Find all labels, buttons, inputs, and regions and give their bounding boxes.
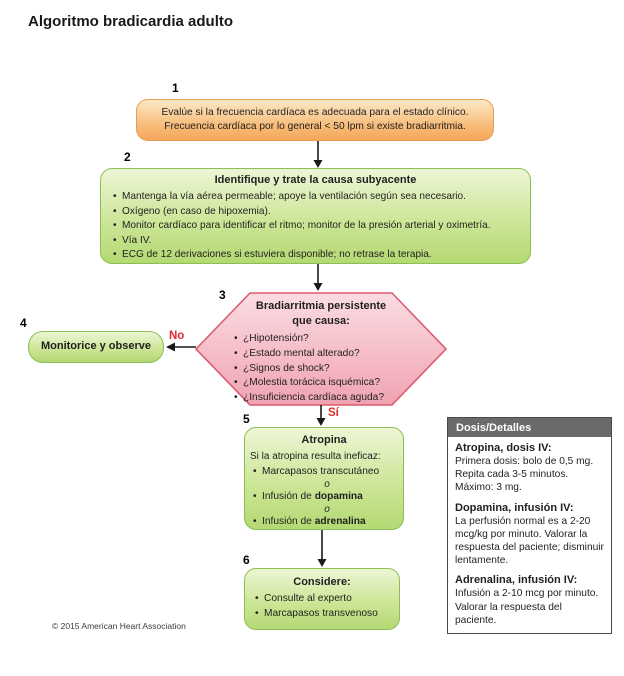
doses-panel-header: Dosis/Detalles (448, 418, 611, 437)
dose-section-body: Primera dosis: bolo de 0,5 mg. Repita cada 3-5 minutos. Máximo: 3 mg. (455, 456, 594, 494)
step2-bullet: • Mantenga la vía aérea permeable; apoye la ventilación según sea necesario. (111, 190, 527, 205)
arrow-decision-to-atropine (317, 405, 326, 426)
step5-or-label: o (324, 478, 330, 490)
step1-line2: Frecuencia cardíaca por lo general < 50 lpm si existe bradiarritmia. (164, 120, 466, 132)
decision-title-line1: Bradiarritmia persistente (255, 300, 387, 312)
step5-bullet (251, 490, 403, 504)
step6-bullet: • Consulte al experto (253, 592, 399, 607)
step2-bullet: • Oxígeno (en caso de hipoxemia). (111, 205, 527, 220)
decision-bullet: • ¿Molestia torácica isquémica? (232, 376, 384, 391)
dose-section-title: Dopamina, infusión IV: (455, 501, 574, 514)
step2-bullet: • ECG de 12 derivaciones si estuviera disponible; no retrase la terapia. (111, 248, 527, 263)
step4-box (28, 331, 164, 363)
step6-title: Considere: (293, 576, 351, 588)
step2-title: Identifique y trate la causa subyacente (214, 174, 417, 186)
yes-branch-label: Sí (328, 407, 339, 419)
step5-title: Atropina (301, 434, 347, 446)
step6-number: 6 (243, 553, 250, 567)
step2-number: 2 (124, 150, 131, 164)
step5-bullet3-drug: adrenalina (314, 516, 366, 527)
dose-section-body: Infusión a 2-10 mcg por minuto. Valorar la respuesta del paciente. (455, 588, 599, 626)
dose-section-atropine (448, 437, 611, 497)
decision-title (196, 299, 446, 328)
step1-line1: Evalúe si la frecuencia cardíaca es adecuada para el estado clínico. (161, 107, 469, 118)
step1-box (136, 99, 494, 141)
step5-bullet2-drug: dopamina (314, 491, 363, 502)
step5-or-label: o (324, 503, 330, 515)
dose-section-dopamine (448, 497, 611, 570)
step2-bullet: • Vía IV. (111, 234, 527, 249)
step1-number: 1 (172, 81, 179, 95)
step4-number: 4 (20, 316, 27, 330)
decision-title-line2: que causa: (292, 314, 350, 327)
dose-section-epinephrine (448, 569, 611, 633)
dose-section-body: La perfusión normal es a 2-20 mcg/kg por minuto. Valorar la respuesta del paciente; disminuir lentamente. (455, 515, 604, 567)
arrow-atropine-to-consider (318, 530, 327, 567)
step5-number: 5 (243, 412, 250, 426)
step5-bullet2-prefix: Infusión de (262, 491, 315, 502)
doses-panel (447, 417, 612, 634)
no-branch-label: No (169, 330, 185, 342)
step5-subtitle: Si la atropina resulta ineficaz: (250, 451, 381, 462)
step5-bullet: • Marcapasos transcutáneo (251, 465, 403, 479)
copyright-notice: © 2015 American Heart Association (52, 621, 186, 631)
step6-bullet: • Marcapasos transvenoso (253, 607, 399, 622)
decision-bullets (232, 332, 384, 406)
decision-bullet: • ¿Signos de shock? (232, 362, 384, 377)
decision-bullet: • ¿Insuficiencia cardíaca aguda? (232, 391, 384, 406)
dose-section-title: Adrenalina, infusión IV: (455, 574, 578, 587)
step5-bullet3-prefix: Infusión de (262, 516, 315, 527)
dose-section-title: Atropina, dosis IV: (455, 442, 552, 454)
step5-box (244, 427, 404, 530)
step5-bullet (251, 515, 403, 529)
step4-label: Monitorice y observe (40, 340, 152, 352)
page-title: Algoritmo bradicardia adulto (28, 13, 234, 30)
step6-box (244, 568, 400, 630)
arrow-step2-to-decision (314, 264, 323, 291)
arrow-step1-to-step2 (314, 141, 323, 168)
step2-box (100, 168, 531, 264)
step2-bullet: • Monitor cardíaco para identificar el ritmo; monitor de la presión arterial y oximetría. (111, 219, 527, 234)
arrow-decision-to-monitor (166, 343, 196, 352)
decision-bullet: • ¿Estado mental alterado? (232, 347, 384, 362)
decision-bullet: • ¿Hipotensión? (232, 332, 384, 347)
step3-number: 3 (219, 288, 226, 302)
